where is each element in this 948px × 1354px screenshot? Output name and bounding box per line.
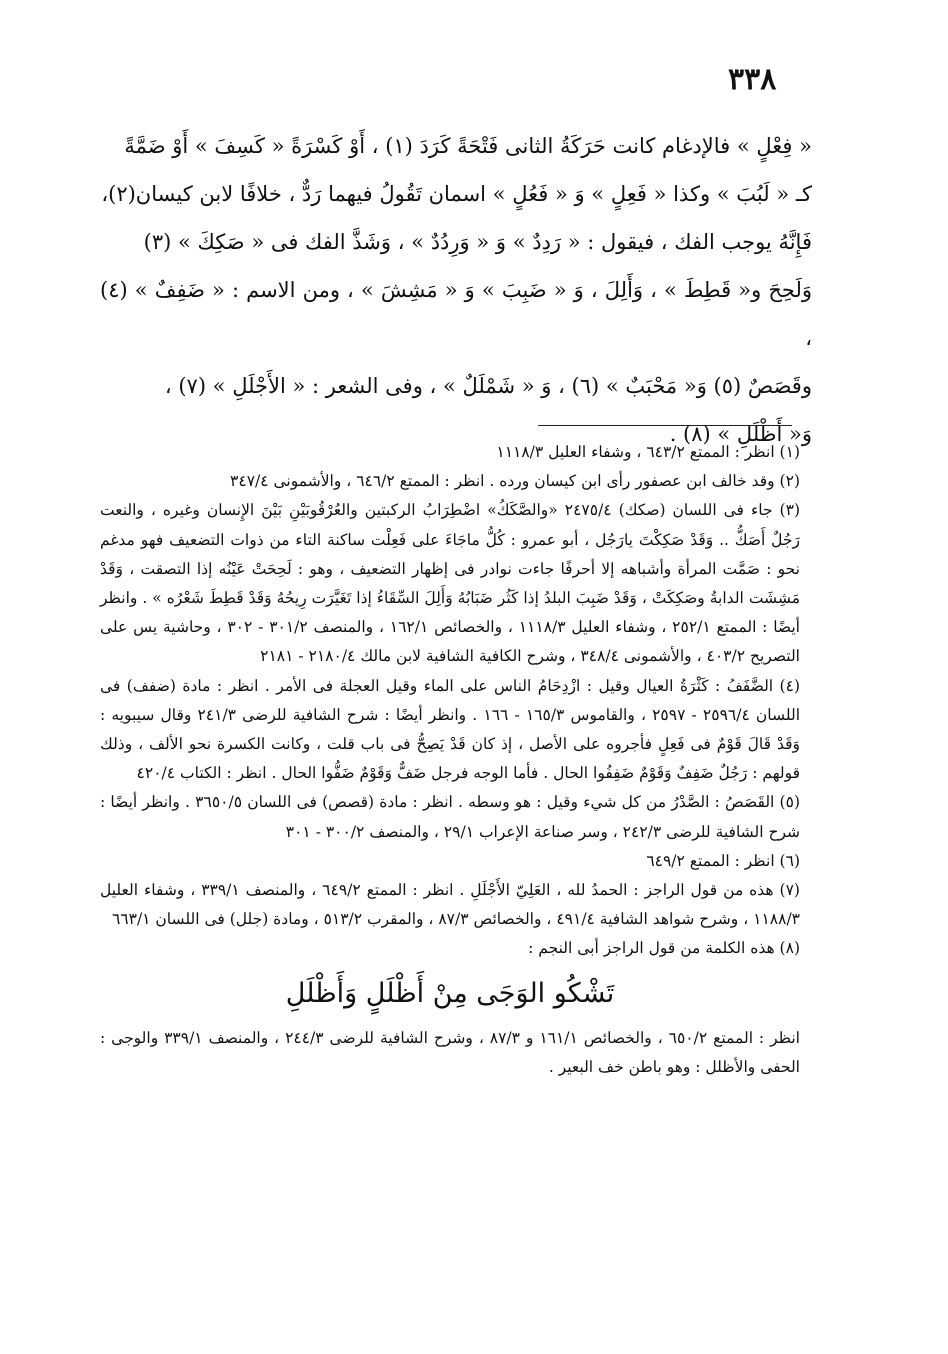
main-line: فَإِنَّهُ يوجب الفك ، فيقول : « رَدِدٌ » وَ « وَرِدُدٌ » ، وَشَذَّ الفك فى « صَكِكَ » (٣) bbox=[143, 230, 812, 254]
page-number: ٣٣٨ bbox=[728, 62, 777, 97]
footnote-1: (١) انظر : الممتع ٦٤٣/٢ ، وشفاء العليل ١١١٨/٣ bbox=[496, 443, 800, 461]
footnote-8-continuation: انظر : الممتع ٦٥٠/٢ ، والخصائص ١٦١/١ و ٨٧/٣ ، وشرح الشافية للرضى ٢٤٤/٣ ، والمنصف ٣٣٩/١ والوجى : الحفى والأظلل : وهو باطن خف البعير . bbox=[100, 1028, 800, 1076]
footnote-4: (٤) الضَّفَفُ : كَثْرَةُ العيال وقيل : ازْدِحَامُ الناس على الماء وقيل العجلة فى الأمر . انظر : مادة (ضفف) فى اللسان ٢٥٩٦/٤ - ٢٥٩٧ ، والقاموس ١٦٥/٣ - ١٦٦ . وانظر أيضًا : شرح الشافية للرضى ٢٤١/٣ وقال سيبويه : وَقَدْ قَالَ قَوْمٌ فى فَعِلٍ فأجروه على الأصل ، إذ كان قَدْ يَصِحُّ فى باب قلت ، وكانت الكسرة نحو الألف ، وذلك قولهم : رَجُلٌ ضَفِفٌ وَقَوْمٌ ضَفِفُوا الحال . فأما الوجه فرجل ضَفٌّ وَقَوْمٌ ضَفُّوا الحال . انظر : الكتاب ٤٢٠/٤ bbox=[100, 676, 801, 783]
footnote-7: (٧) هذه من قول الراجز : الحمدُ لله ، العَلِيّ الأَجْلَلِ . انظر : الممتع ٦٤٩/٢ ، والمنصف ٣٣٩/١ ، وشفاء العليل ١١٨٨/٣ ، وشرح شواهد الشافية ٤٩١/٤ ، والخصائص ٨٧/٣ ، والمقرب ٥١٣/٢ ، ومادة (جلل) فى اللسان ٦٦٣/١ bbox=[100, 881, 800, 929]
footnote-5: (٥) القَصَصُ : الصَّدْرُ من كل شيء وقيل : هو وسطه . انظر : مادة (قصص) فى اللسان ٣٦٥٠/٥ . وانظر أيضًا : شرح الشافية للرضى ٢٤٢/٣ ، وسر صناعة الإعراب ٢٩/١ ، والمنصف ٣٠٠/٢ - ٣٠١ bbox=[100, 793, 800, 841]
footnotes bbox=[100, 438, 800, 1082]
main-line: « فِعْلٍ » فالإدغام كانت حَرَكَةُ الثانى فَتْحَةً كَرَدَ (١) ، أَوْ كَسْرَةً « كَسِفَ » أَوْ ضَمَّةً bbox=[124, 134, 812, 158]
footnote-8: (٨) هذه الكلمة من قول الراجز أبى النجم : bbox=[528, 939, 800, 958]
poetry-verse: تَشْكُو الوَجَى مِنْ أَظْلَلٍ وَأَظْلَلِ bbox=[285, 977, 615, 1009]
footnote-separator bbox=[538, 425, 792, 426]
footnote-6: (٦) انظر : الممتع ٦٤٩/٢ bbox=[646, 851, 800, 870]
main-line: وَ« أَظْلَلِ » (٨) . bbox=[669, 422, 812, 446]
main-text bbox=[100, 122, 812, 458]
main-line: وقَصَصٌ (٥) وَ« مَحْبَبٌ » (٦) ، وَ « شَمْلَلٌ » ، وفى الشعر : « الأَجْلَلِ » (٧) ، bbox=[164, 374, 812, 398]
main-line: وَلَحِحَ و« قَطِطَ » ، وَأَلِلَ ، وَ « ضَبِبَ » وَ « مَشِشَ » ، ومن الاسم : « ضَفِفٌ » (٤) ، bbox=[100, 278, 812, 350]
footnote-2: (٢) وقد خالف ابن عصفور رأى ابن كيسان ورده . انظر : الممتع ٦٤٦/٢ ، والأشمونى ٣٤٧/٤ bbox=[230, 472, 800, 491]
main-line: كـ « لَبُبَ » وكذا « فَعِلٍ » وَ « فَعُلٍ » اسمان تَقُولُ فيهما رَدٌّ ، خلافًا لابن كيسان(٢)، bbox=[101, 182, 812, 206]
footnote-3: (٣) جاء فى اللسان (صكك) ٢٤٧٥/٤ «والصَّكَكُ» اضْطِرَابُ الركبتين والعُرْقُوبَيْنِ بَيْنَ الإِنسان وغيره ، والنعت رَجُلٌ أَصَكُّ .. وَقَدْ صَكِكْتَ يارَجُل ، أبو عمرو : كُلُّ ماجَاءَ على فَعِلْت ساكنة التاء من ذوات التضعيف فهو مدغم نحو : صَمَّت المرأة وأشباهه إلا أحرفًا جاءت نوادر فى إظهار التضعيف ، وهو : لَحِحَتْ عَيْنُه إذا التصقت ، وَقَدْ مَشِشَت الدابةُ وصَكِكَتْ ، وَقَدْ ضَبِبَ البلدُ إذا كَثُر ضَبَابُهُ وَأَلِلَ السِّقَاءُ إذا تَغَيَّرَت رِيحُهُ وَقَدْ قَطِطَ شَعْرُه » . وانظر أيضًا : الممتع ٢٥٢/١ ، وشفاء العليل ١١١٨/٣ ، والخصائص ١٦٢/١ ، والمنصف ٣٠١/٢ - ٣٠٢ ، وحاشية يس على التصريح ٤٠٣/٢ ، والأشمونى ٣٤٨/٤ ، وشرح الكافية الشافية لابن مالك ٢١٨٠/٤ - ٢١٨١ bbox=[100, 501, 800, 666]
